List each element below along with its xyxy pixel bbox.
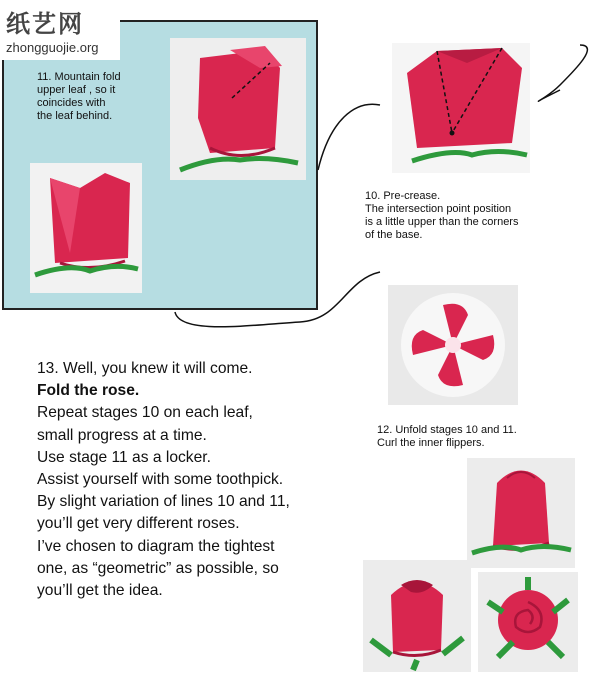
photo-final-rose-top — [478, 572, 578, 672]
watermark-site-url: zhongguojie.org — [6, 40, 99, 55]
caption-line: The intersection point position — [365, 203, 512, 215]
instruction-line: Use stage 11 as a locker. — [37, 448, 211, 466]
caption-step-11 — [37, 71, 121, 123]
photo-step-11-open — [30, 163, 142, 293]
instruction-line: one, as “geometric” as possible, so — [37, 559, 279, 577]
photo-step-12 — [388, 285, 518, 405]
photo-step-10 — [392, 43, 530, 173]
instruction-line: you’ll get very different roses. — [37, 515, 240, 533]
watermark-site-cn: 纸艺网 — [6, 9, 84, 38]
rose-final-front-illustration — [363, 560, 471, 672]
instruction-line: you’ll get the idea. — [37, 582, 163, 600]
step-13-heading: Fold the rose. — [37, 382, 140, 400]
caption-line: of the base. — [365, 229, 423, 241]
caption-line: the leaf behind. — [37, 110, 113, 122]
caption-step-10 — [365, 190, 518, 242]
instruction-line: Assist yourself with some toothpick. — [37, 471, 284, 489]
step-13-instructions — [37, 358, 290, 602]
photo-final-rose-front — [363, 560, 471, 672]
rose-precrease-illustration — [392, 43, 530, 173]
caption-line: 12. Unfold stages 10 and 11. — [377, 424, 517, 436]
photo-step-11-folded — [170, 38, 306, 180]
rose-final-side-illustration — [467, 458, 575, 568]
rose-final-top-illustration — [478, 572, 578, 672]
caption-line: 11. Mountain fold — [37, 71, 121, 83]
photo-final-rose-side — [467, 458, 575, 568]
caption-line: is a little upper than the corners — [365, 216, 519, 228]
rose-unfolded-illustration — [388, 285, 518, 405]
instruction-line: By slight variation of lines 10 and 11, — [37, 493, 290, 511]
caption-line: 10. Pre-crease. — [365, 190, 441, 202]
caption-step-12 — [377, 424, 517, 450]
instruction-line: I’ve chosen to diagram the tightest — [37, 537, 275, 555]
caption-line: coincides with — [37, 97, 106, 109]
rose-bud-illustration — [170, 38, 306, 180]
rose-bud-open-illustration — [30, 163, 142, 293]
instruction-line: Repeat stages 10 on each leaf, — [37, 404, 253, 422]
step-13-intro: 13. Well, you knew it will come. — [37, 360, 253, 377]
caption-line: upper leaf , so it — [37, 84, 116, 96]
instruction-line: small progress at a time. — [37, 426, 207, 444]
caption-line: Curl the inner flippers. — [377, 437, 485, 449]
